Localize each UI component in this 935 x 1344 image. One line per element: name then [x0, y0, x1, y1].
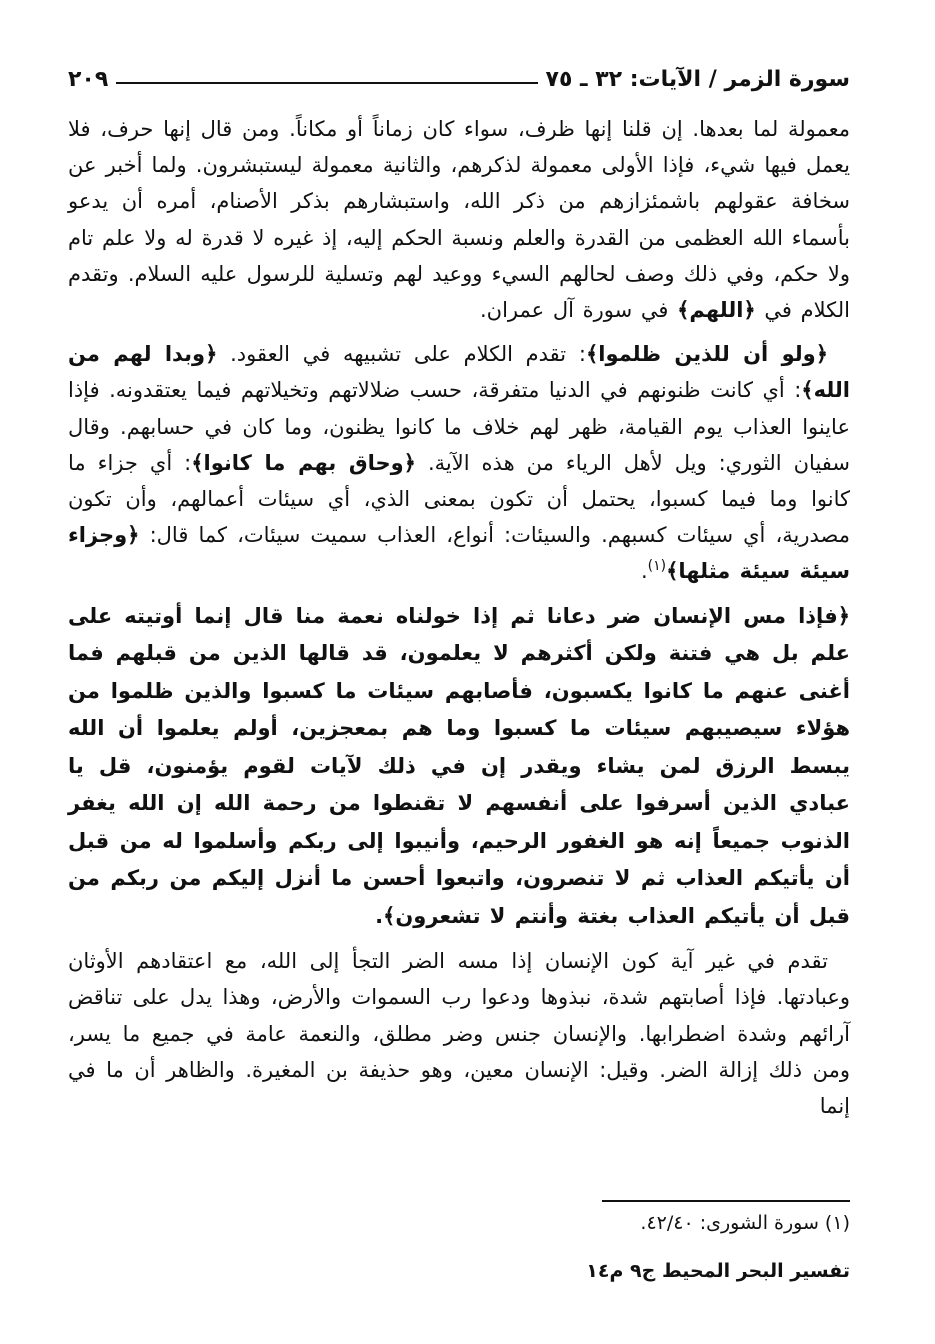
- commentary-paragraph: [68, 336, 850, 589]
- paragraph-text: في سورة آل عمران.: [480, 298, 678, 323]
- footnote-rule: [602, 1200, 850, 1202]
- page-number: ٢٠٩: [68, 66, 109, 92]
- quran-term: ﴿وحاق بهم ما كانوا﴾: [191, 450, 416, 475]
- commentary-paragraph: [68, 111, 850, 328]
- header-rule: [116, 82, 537, 84]
- paragraph-text: .: [640, 559, 648, 584]
- quran-term: ﴿اللهم﴾: [677, 298, 756, 323]
- quran-term: ﴿وبدا لهم من الله﴾: [68, 342, 850, 403]
- paragraph-text: : تقدم الكلام على تشبيهه في العقود.: [217, 342, 586, 367]
- book-footer: تفسير البحر المحيط ج٩ م١٤: [586, 1260, 850, 1282]
- main-text: [68, 111, 850, 1124]
- footnote: (١) سورة الشورى: ٤٢/٤٠.: [640, 1212, 850, 1234]
- header-title: سورة الزمر / الآيات: ٣٢ ـ ٧٥: [545, 66, 850, 92]
- paragraph-text: : أي جزاء ما كانوا وما فيما كسبوا، يحتمل أن تكون بمعنى الذي، أي سيئات أعمالهم، وأن تكون مصدرية، أي سيئات كسبهم. والسيئات: أنواع، العذاب سميت سيئات، كما قال:: [68, 450, 850, 548]
- quran-term: ﴿وجزاء سيئة سيئة مثلها﴾: [68, 523, 850, 584]
- paragraph-text: : أي كانت ظنونهم في الدنيا متفرقة، حسب ضلالاتهم وتخيلاتهم فيما يعتقدونه. فإذا عاينوا العذاب يوم القيامة، ظهر لهم خلاف ما كانوا يظنون، وما كان في حسابهم. وقال سفيان الثوري: ويل لأهل الرياء من هذه الآية.: [68, 378, 850, 475]
- quran-passage: ﴿فإذا مس الإنسان ضر دعانا ثم إذا خولناه نعمة منا قال إنما أوتيته على علم بل هي فتنة ولكن أكثرهم لا يعلمون، قد قالها الذين من قبلهم فما أغنى عنهم ما كانوا يكسبون، فأصابهم سيئات ما كسبوا والذين ظلموا من هؤلاء سيصيبهم سيئات ما كسبوا وما هم بمعجزين، أولم يعلموا أن الله يبسط الرزق لمن يشاء ويقدر إن في ذلك لآيات لقوم يؤمنون، قل يا عبادي الذين أسرفوا على أنفسهم لا تقنطوا من رحمة الله إن الله يغفر الذنوب جميعاً إنه هو الغفور الرحيم، وأنيبوا إلى ربكم وأسلموا له من قبل أن يأتيكم العذاب ثم لا تنصرون، واتبعوا أحسن ما أنزل إليكم من ربكم من قبل أن يأتيكم العذاب بغتة وأنتم لا تشعرون﴾.: [68, 603, 850, 928]
- running-header: [68, 62, 850, 96]
- paragraph-text: معمولة لما بعدها. إن قلنا إنها ظرف، سواء كان زماناً أو مكاناً. ومن قال إنها حرف، فلا يعمل فيها شيء، فإذا الأولى معمولة لذكرهم، والثانية معمولة ليستبشرون. ولما أخبر عن سخافة عقولهم باشمئزازهم من ذكر الله، واستبشارهم بذكر الأصنام، أمره أن يدعو بأسماء الله العظمى من القدرة والعلم ونسبة الحكم إليه، إذ غيره لا قدرة له ولا علم تام ولا حكم، وفي ذلك وصف لحالهم السيء ووعيد لهم وتسلية للرسول عليه السلام. وتقدم الكلام في: [68, 117, 850, 323]
- quran-term: ﴿ولو أن للذين ظلموا﴾: [585, 342, 828, 367]
- commentary-paragraph: تقدم في غير آية كون الإنسان إذا مسه الضر التجأ إلى الله، مع اعتقادهم الأوثان وعبادتها. فإذا أصابتهم شدة، نبذوها ودعوا رب السموات والأرض، وهذا يدل على تناقض آرائهم وشدة اضطرابها. والإنسان جنس وضر مطلق، والنعمة عامة في جميع ما يسر، ومن ذلك إزالة الضر. وقيل: الإنسان معين، وهو حذيفة بن المغيرة. والظاهر أن ما في إنما: [68, 949, 850, 1118]
- footnote-reference: (١): [647, 558, 667, 575]
